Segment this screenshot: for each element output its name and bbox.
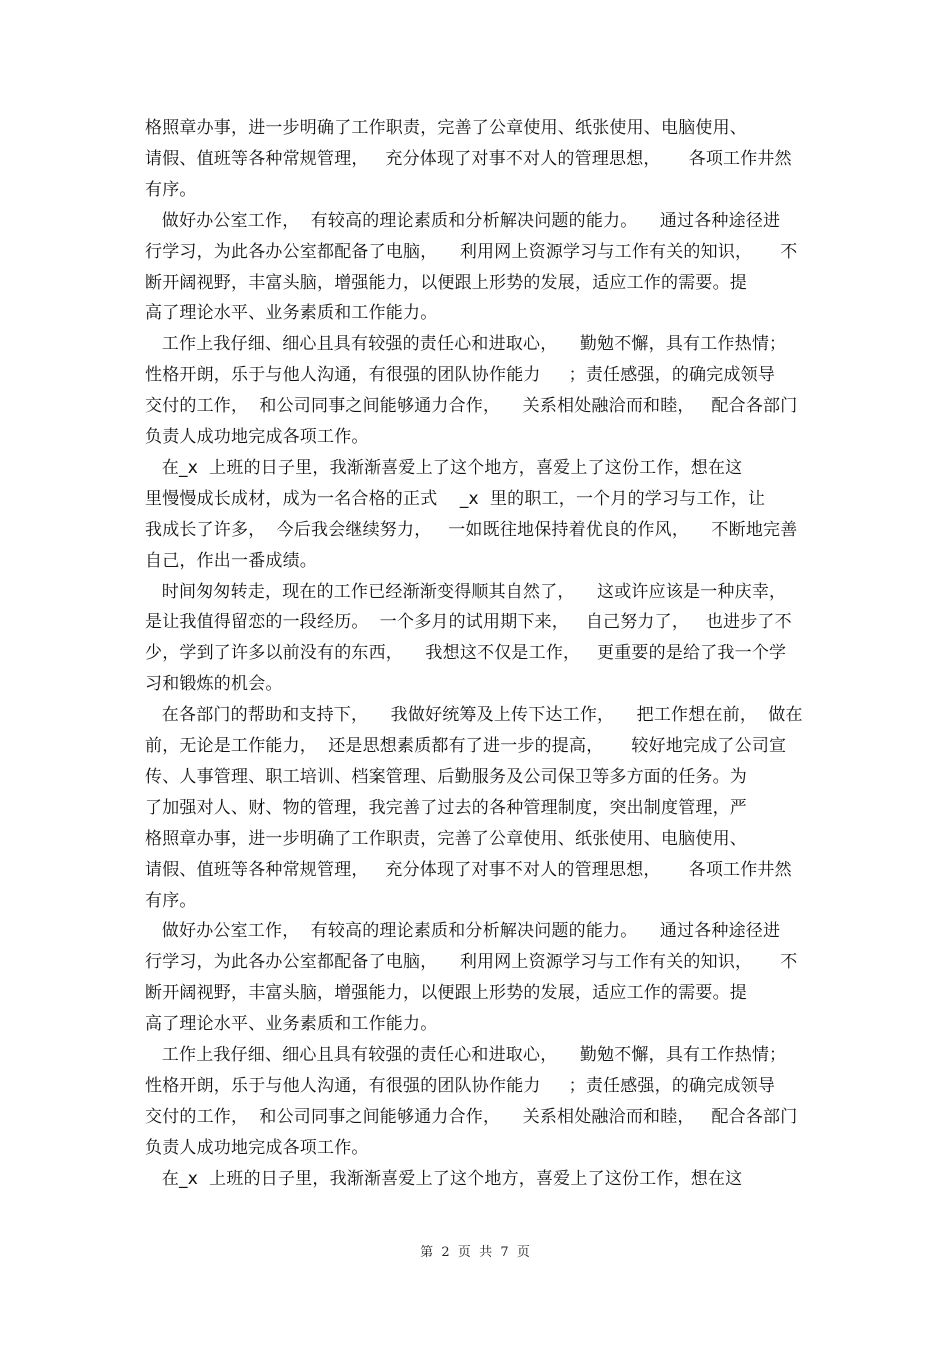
text-line: 在各部门的帮助和支持下， 我做好统筹及上传下达工作， 把工作想在前， 做在 — [145, 705, 803, 726]
text-line: 性格开朗，乐于与他人沟通，有很强的团队协作能力 ；责任感强，的确完成领导 — [145, 365, 776, 386]
text-line: 工作上我仔细、细心且具有较强的责任心和进取心， 勤勉不懈，具有工作热情； — [145, 334, 787, 355]
text-line: 高了理论水平、业务素质和工作能力。 — [145, 1014, 438, 1035]
text-line: 行学习，为此各办公室都配备了电脑， 利用网上资源学习与工作有关的知识， 不 — [145, 952, 798, 973]
text-line: 断开阔视野，丰富头脑，增强能力，以便跟上形势的发展，适应工作的需要。提 — [145, 272, 747, 293]
text-line: 自己，作出一番成绩。 — [145, 550, 317, 571]
page-footer: 第 2 页 共 7 页 — [420, 1245, 530, 1260]
text-line: 格照章办事，进一步明确了工作职责，完善了公章使用、纸张使用、电脑使用、 — [145, 118, 747, 138]
text-line: 请假、值班等各种常规管理， 充分体现了对事不对人的管理思想， 各项工作井然 — [145, 148, 792, 169]
text-line: 里慢慢成长成材，成为一名合格的正式 _x 里的职工，一个月的学习与工作，让 — [145, 488, 766, 509]
text-line: 前，无论是工作能力， 还是思想素质都有了进一步的提高， 较好地完成了公司宣 — [145, 736, 787, 756]
text-line: 在_x 上班的日子里，我渐渐喜爱上了这个地方，喜爱上了这份工作，想在这 — [145, 1168, 743, 1189]
text-line: 在_x 上班的日子里，我渐渐喜爱上了这个地方，喜爱上了这份工作，想在这 — [145, 457, 743, 478]
text-line: 习和锻炼的机会。 — [145, 674, 283, 695]
text-line: 格照章办事，进一步明确了工作职责，完善了公章使用、纸张使用、电脑使用、 — [145, 828, 747, 849]
text-line: 工作上我仔细、细心且具有较强的责任心和进取心， 勤勉不懈，具有工作热情； — [145, 1045, 787, 1065]
text-line: 我成长了许多， 今后我会继续努力， 一如既往地保持着优良的作风， 不断地完善 — [145, 519, 798, 540]
text-line: 请假、值班等各种常规管理， 充分体现了对事不对人的管理思想， 各项工作井然 — [145, 859, 792, 880]
text-line: 性格开朗，乐于与他人沟通，有很强的团队协作能力 ；责任感强，的确完成领导 — [145, 1075, 776, 1096]
text-line: 了加强对人、财、物的管理，我完善了过去的各种管理制度，突出制度管理，严 — [145, 797, 747, 818]
text-line: 有序。 — [145, 890, 197, 911]
text-line: 做好办公室工作， 有较高的理论素质和分析解决问题的能力。 通过各种途径进 — [145, 210, 781, 231]
text-line: 做好办公室工作， 有较高的理论素质和分析解决问题的能力。 通过各种途径进 — [145, 921, 781, 942]
text-line: 断开阔视野，丰富头脑，增强能力，以便跟上形势的发展，适应工作的需要。提 — [145, 983, 747, 1004]
text-line: 有序。 — [145, 179, 197, 200]
text-line: 行学习，为此各办公室都配备了电脑， 利用网上资源学习与工作有关的知识， 不 — [145, 241, 798, 262]
text-line: 负责人成功地完成各项工作。 — [145, 1137, 369, 1158]
text-line: 少，学到了许多以前没有的东西， 我想这不仅是工作， 更重要的是给了我一个学 — [145, 643, 787, 664]
text-line: 负责人成功地完成各项工作。 — [145, 427, 369, 447]
text-line: 交付的工作， 和公司同事之间能够通力合作， 关系相处融洽而和睦， 配合各部门 — [145, 396, 798, 417]
text-line: 交付的工作， 和公司同事之间能够通力合作， 关系相处融洽而和睦， 配合各部门 — [145, 1106, 798, 1127]
text-line: 是让我值得留恋的一段经历。 一个多月的试用期下来， 自己努力了， 也进步了不 — [145, 612, 792, 633]
text-line: 传、人事管理、职工培训、档案管理、后勤服务及公司保卫等多方面的任务。为 — [145, 766, 747, 787]
text-line: 时间匆匆转走，现在的工作已经渐渐变得顺其自然了， 这或许应该是一种庆幸， — [145, 581, 787, 602]
text-line: 高了理论水平、业务素质和工作能力。 — [145, 303, 438, 324]
